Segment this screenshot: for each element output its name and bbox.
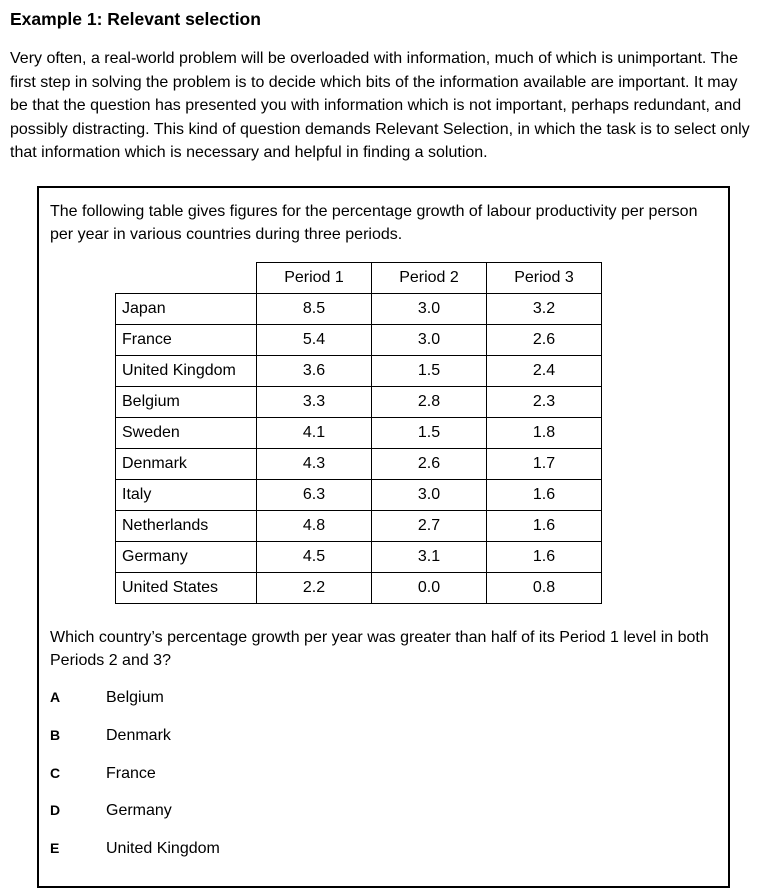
period-3-cell: 1.6 [487,542,602,573]
period-3-cell: 1.8 [487,418,602,449]
period-2-cell: 2.8 [372,387,487,418]
option-text: Belgium [106,689,164,706]
period-2-cell: 3.0 [372,480,487,511]
table-row [116,387,602,418]
period-2-cell: 3.0 [372,294,487,325]
country-cell: United States [116,573,257,604]
period-3-cell: 1.6 [487,480,602,511]
table-row [116,356,602,387]
table-header-row [116,263,602,294]
question-stem: The following table gives figures for the percentage growth of labour productivity per person per year in various countries during three periods. [50,203,698,243]
option-text: France [106,764,156,782]
productivity-table [115,262,602,604]
answer-option[interactable] [50,837,220,875]
period-1-cell: 2.2 [257,573,372,604]
country-cell: Netherlands [116,511,257,542]
period-1-cell: 4.1 [257,418,372,449]
period-3-cell: 3.2 [487,294,602,325]
table-row [116,480,602,511]
period-2-cell: 3.0 [372,325,487,356]
period-2-cell: 1.5 [372,356,487,387]
period-2-cell: 1.5 [372,418,487,449]
country-cell: France [116,325,257,356]
period-2-cell: 0.0 [372,573,487,604]
answer-options [50,686,220,875]
period-3-cell: 2.3 [487,387,602,418]
intro-paragraph: Very often, a real-world problem will be overloaded with information, much of which is unimportant. The first step in solving the problem is to decide which bits of the information available are important. It may be that the question has presented you with information which is not important, perhaps redundant, and possibly distracting. This kind of question demands Relevant Selection, in which the task is to select only that information which is necessary and helpful in finding a solution. [10,50,750,161]
option-letter: B [50,726,61,743]
period-1-cell: 4.3 [257,449,372,480]
country-cell: Japan [116,294,257,325]
country-cell: Denmark [116,449,257,480]
period-3-cell: 1.6 [487,511,602,542]
table-row [116,511,602,542]
question-box [37,186,730,888]
table-row [116,449,602,480]
period-3-cell: 0.8 [487,573,602,604]
column-header-period-3: Period 3 [487,263,602,294]
period-1-cell: 5.4 [257,325,372,356]
period-1-cell: 6.3 [257,480,372,511]
option-text: United Kingdom [106,840,220,858]
option-letter: A [50,689,61,705]
period-2-cell: 3.1 [372,542,487,573]
country-cell: Sweden [116,418,257,449]
table-body [116,294,602,604]
table-row [116,325,602,356]
option-letter: C [50,764,61,781]
table-row [116,294,602,325]
question-text: Which country’s percentage growth per year was greater than half of its Period 1 level in both Periods 2 and 3? [50,629,709,669]
table-corner-cell [116,263,257,294]
period-1-cell: 4.8 [257,511,372,542]
table-row [116,418,602,449]
answer-option[interactable] [50,799,220,837]
option-letter: D [50,802,61,819]
table-row [116,573,602,604]
option-text: Germany [106,802,172,820]
answer-option[interactable] [50,686,220,724]
period-1-cell: 3.3 [257,387,372,418]
answer-option[interactable] [50,724,220,762]
answer-option[interactable] [50,762,220,800]
period-3-cell: 2.6 [487,325,602,356]
country-cell: Belgium [116,387,257,418]
period-3-cell: 2.4 [487,356,602,387]
column-header-period-2: Period 2 [372,263,487,294]
section-heading: Example 1: Relevant selection [10,9,261,29]
option-letter: E [50,840,60,857]
table-row [116,542,602,573]
period-1-cell: 4.5 [257,542,372,573]
country-cell: Germany [116,542,257,573]
period-3-cell: 1.7 [487,449,602,480]
period-1-cell: 8.5 [257,294,372,325]
column-header-period-1: Period 1 [257,263,372,294]
period-1-cell: 3.6 [257,356,372,387]
option-text: Denmark [106,726,171,744]
period-2-cell: 2.6 [372,449,487,480]
country-cell: Italy [116,480,257,511]
period-2-cell: 2.7 [372,511,487,542]
country-cell: United Kingdom [116,356,257,387]
